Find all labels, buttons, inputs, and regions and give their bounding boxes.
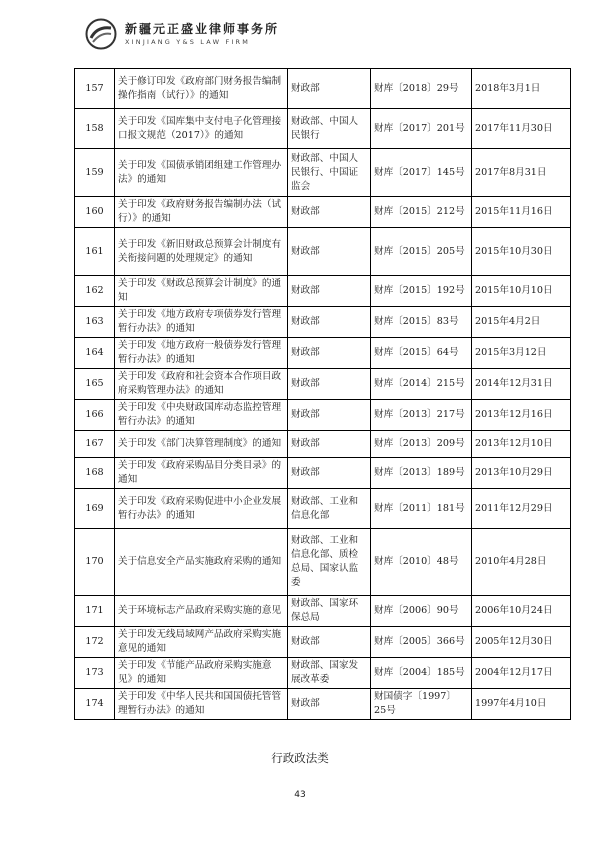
table-row — [75, 596, 571, 627]
page-number: 43 — [294, 790, 306, 800]
row-doc-number: 财库〔2004〕185号 — [371, 658, 472, 689]
row-number: 170 — [75, 529, 115, 596]
row-date: 2005年12月30日 — [472, 627, 571, 658]
row-date: 2010年4月28日 — [472, 529, 571, 596]
row-date: 2018年3月1日 — [472, 69, 571, 109]
row-title: 关于印发《国库集中支付电子化管理接口报文规范（2017）》的通知 — [115, 109, 288, 149]
row-date: 2013年12月10日 — [472, 431, 571, 458]
row-number: 157 — [75, 69, 115, 109]
row-number: 160 — [75, 197, 115, 228]
row-number: 161 — [75, 228, 115, 276]
row-number: 159 — [75, 149, 115, 197]
row-issuer: 财政部 — [288, 338, 371, 369]
section-heading: 行政政法类 — [271, 751, 329, 765]
row-issuer: 财政部 — [288, 69, 371, 109]
table-row — [75, 276, 571, 307]
row-date: 2015年4月2日 — [472, 307, 571, 338]
table-row — [75, 109, 571, 149]
row-doc-number: 财库〔2014〕215号 — [371, 369, 472, 400]
row-title: 关于印发《政府财务报告编制办法（试行）》的通知 — [115, 197, 288, 228]
row-doc-number: 财库〔2013〕209号 — [371, 431, 472, 458]
row-title: 关于印发《政府采购品目分类目录》的通知 — [115, 458, 288, 489]
row-issuer: 财政部、国家发展改革委 — [288, 658, 371, 689]
page-header — [85, 18, 385, 52]
row-title: 关于印发《部门决算管理制度》的通知 — [115, 431, 288, 458]
row-doc-number: 财库〔2015〕64号 — [371, 338, 472, 369]
row-title: 关于印发《政府采购促进中小企业发展暂行办法》的通知 — [115, 489, 288, 529]
row-number: 171 — [75, 596, 115, 627]
table-row — [75, 489, 571, 529]
row-doc-number: 财库〔2006〕90号 — [371, 596, 472, 627]
table-row — [75, 338, 571, 369]
row-doc-number: 财库〔2011〕181号 — [371, 489, 472, 529]
row-doc-number: 财库〔2017〕145号 — [371, 149, 472, 197]
row-doc-number: 财库〔2018〕29号 — [371, 69, 472, 109]
table-row — [75, 307, 571, 338]
row-date: 2014年12月31日 — [472, 369, 571, 400]
row-title: 关于信息安全产品实施政府采购的通知 — [115, 529, 288, 596]
row-doc-number: 财库〔2015〕192号 — [371, 276, 472, 307]
row-doc-number: 财库〔2015〕212号 — [371, 197, 472, 228]
row-title: 关于印发无线局域网产品政府采购实施意见的通知 — [115, 627, 288, 658]
row-date: 2017年8月31日 — [472, 149, 571, 197]
table-row — [75, 149, 571, 197]
row-title: 关于修订印发《政府部门财务报告编制操作指南（试行）》的通知 — [115, 69, 288, 109]
row-issuer: 财政部 — [288, 458, 371, 489]
row-issuer: 财政部、中国人民银行 — [288, 109, 371, 149]
row-date: 2015年10月30日 — [472, 228, 571, 276]
row-issuer: 财政部 — [288, 307, 371, 338]
table-row — [75, 529, 571, 596]
row-issuer: 财政部、国家环保总局 — [288, 596, 371, 627]
row-number: 174 — [75, 689, 115, 720]
row-issuer: 财政部 — [288, 276, 371, 307]
table-row — [75, 228, 571, 276]
table-row — [75, 431, 571, 458]
firm-name-en: XINJIANG Y&S LAW FIRM — [125, 38, 251, 46]
row-doc-number: 财库〔2017〕201号 — [371, 109, 472, 149]
table-row — [75, 369, 571, 400]
row-issuer: 财政部 — [288, 431, 371, 458]
row-number: 169 — [75, 489, 115, 529]
row-issuer: 财政部 — [288, 400, 371, 431]
row-date: 2015年3月12日 — [472, 338, 571, 369]
row-title: 关于环境标志产品政府采购实施的意见 — [115, 596, 288, 627]
row-date: 2004年12月17日 — [472, 658, 571, 689]
row-issuer: 财政部、中国人民银行、中国证监会 — [288, 149, 371, 197]
row-number: 168 — [75, 458, 115, 489]
table-row — [75, 627, 571, 658]
row-doc-number: 财库〔2013〕217号 — [371, 400, 472, 431]
row-date: 1997年4月10日 — [472, 689, 571, 720]
row-doc-number: 财库〔2010〕48号 — [371, 529, 472, 596]
row-date: 2017年11月30日 — [472, 109, 571, 149]
row-date: 2015年11月16日 — [472, 197, 571, 228]
row-number: 172 — [75, 627, 115, 658]
row-issuer: 财政部 — [288, 689, 371, 720]
table-row — [75, 197, 571, 228]
firm-logo-icon — [85, 18, 117, 50]
table-row — [75, 400, 571, 431]
row-issuer: 财政部 — [288, 197, 371, 228]
regulations-table — [74, 68, 571, 720]
row-number: 158 — [75, 109, 115, 149]
table-row — [75, 689, 571, 720]
row-title: 关于印发《中华人民共和国国债托管管理暂行办法》的通知 — [115, 689, 288, 720]
row-date: 2011年12月29日 — [472, 489, 571, 529]
row-title: 关于印发《节能产品政府采购实施意见》的通知 — [115, 658, 288, 689]
row-title: 关于印发《中央财政国库动态监控管理暂行办法》的通知 — [115, 400, 288, 431]
row-number: 166 — [75, 400, 115, 431]
row-issuer: 财政部 — [288, 369, 371, 400]
row-title: 关于印发《国债承销团组建工作管理办法》的通知 — [115, 149, 288, 197]
row-title: 关于印发《地方政府专项债券发行管理暂行办法》的通知 — [115, 307, 288, 338]
row-doc-number: 财库〔2015〕205号 — [371, 228, 472, 276]
row-title: 关于印发《地方政府一般债券发行管理暂行办法》的通知 — [115, 338, 288, 369]
row-issuer: 财政部、工业和信息化部 — [288, 489, 371, 529]
row-issuer: 财政部 — [288, 627, 371, 658]
row-date: 2013年10月29日 — [472, 458, 571, 489]
table-row — [75, 458, 571, 489]
firm-name-cn: 新疆元正盛业律师事务所 — [125, 22, 280, 36]
row-doc-number: 财库〔2005〕366号 — [371, 627, 472, 658]
table-row — [75, 658, 571, 689]
row-issuer: 财政部、工业和信息化部、质检总局、国家认监委 — [288, 529, 371, 596]
row-number: 162 — [75, 276, 115, 307]
row-date: 2015年10月10日 — [472, 276, 571, 307]
row-doc-number: 财库〔2015〕83号 — [371, 307, 472, 338]
row-number: 163 — [75, 307, 115, 338]
row-title: 关于印发《政府和社会资本合作项目政府采购管理办法》的通知 — [115, 369, 288, 400]
row-date: 2006年10月24日 — [472, 596, 571, 627]
table-row — [75, 69, 571, 109]
row-issuer: 财政部 — [288, 228, 371, 276]
row-doc-number: 财库〔2013〕189号 — [371, 458, 472, 489]
row-number: 173 — [75, 658, 115, 689]
row-date: 2013年12月16日 — [472, 400, 571, 431]
row-number: 167 — [75, 431, 115, 458]
row-number: 164 — [75, 338, 115, 369]
row-number: 165 — [75, 369, 115, 400]
row-title: 关于印发《财政总预算会计制度》的通知 — [115, 276, 288, 307]
row-doc-number: 财国债字〔1997〕25号 — [371, 689, 472, 720]
row-title: 关于印发《新旧财政总预算会计制度有关衔接问题的处理规定》的通知 — [115, 228, 288, 276]
